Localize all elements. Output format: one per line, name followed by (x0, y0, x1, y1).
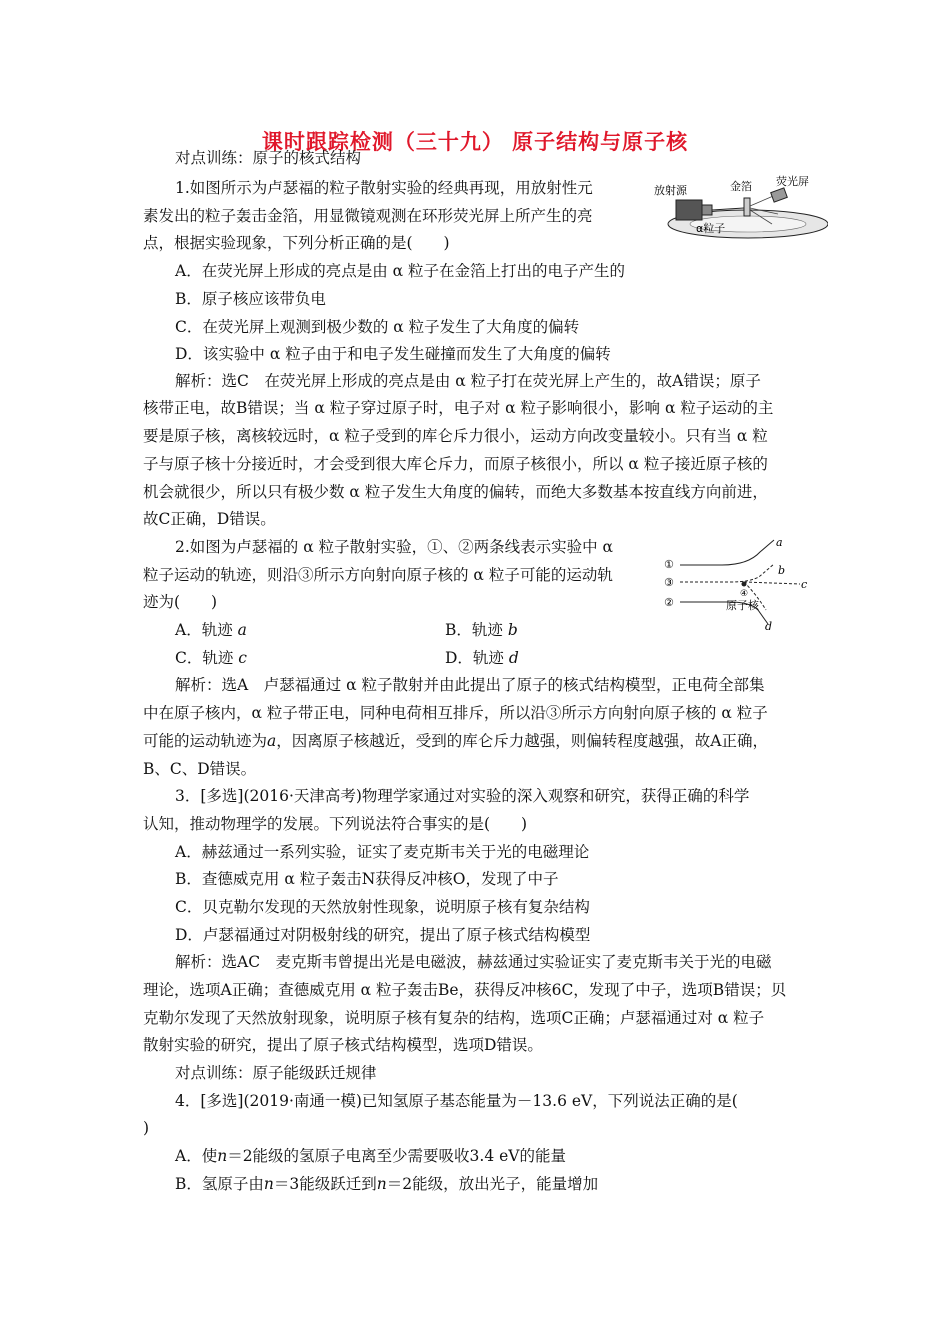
a1-line3: 要是原子核，离核较远时，α 粒子受到的库仑斥力很小，运动方向改变量较小。只有当 α 粒 (143, 427, 768, 445)
a1-line1: 解析：选C 在荧光屏上形成的亮点是由 α 粒子打在荧光屏上产生的，故A错误；原子 (175, 372, 761, 390)
track-d-label: d (765, 620, 773, 632)
track-c-label: c (801, 578, 808, 591)
a3-line3: 克勒尔发现了天然放射现象，说明原子核有复杂的结构，选项C正确；卢瑟福通过对 α 粒子 (143, 1009, 765, 1027)
q2-option-b: B．轨迹 b (445, 621, 518, 639)
q2-line2: 粒子运动的轨迹，则沿③所示方向射向原子核的 α 粒子可能的运动轨 (143, 566, 613, 584)
q1-option-d: D．该实验中 α 粒子由于和电子发生碰撞而发生了大角度的偏转 (175, 345, 611, 363)
q2-line3: 迹为( ) (143, 593, 218, 611)
track-1-label: ① (664, 558, 674, 571)
q2-option-d: D．轨迹 d (445, 649, 519, 667)
q4-line1: 4．[多选](2019·南通一模)已知氢原子基态能量为－13.6 eV，下列说法正确的是( (175, 1092, 738, 1110)
a1-line5: 机会就很少，所以只有极少数 α 粒子发生大角度的偏转，而绝大多数基本按直线方向前进， (143, 483, 768, 501)
alpha-trajectory-figure (660, 538, 810, 632)
q2-line1: 2.如图为卢瑟福的 α 粒子散射实验，①、②两条线表示实验中 α (175, 538, 614, 556)
a2-line2: 中在原子核内，α 粒子带正电，同种电荷相互排斥，所以沿③所示方向射向原子核的 α 粒子 (143, 704, 768, 722)
track-a-label: a (776, 538, 783, 549)
a1-line6: 故C正确，D错误。 (143, 510, 276, 528)
q1-line1: 1.如图所示为卢瑟福的粒子散射实验的经典再现，用放射性元 (175, 179, 593, 197)
q1-option-b: B．原子核应该带负电 (175, 290, 326, 308)
section-heading-2: 对点训练：原子能级跃迁规律 (175, 1064, 377, 1082)
q1-line2: 素发出的粒子轰击金箔，用显微镜观测在环形荧光屏上所产生的亮 (143, 207, 593, 225)
rutherford-apparatus-figure (652, 174, 828, 244)
q1-option-c: C．在荧光屏上观测到极少数的 α 粒子发生了大角度的偏转 (175, 318, 580, 336)
a1-line4: 子与原子核十分接近时，才会受到很大库仑斥力，而原子核很小，所以 α 粒子接近原子核的 (143, 455, 768, 473)
q4-option-b: B．氢原子由n＝3能级跃迁到n＝2能级，放出光子，能量增加 (175, 1175, 599, 1193)
page-title: 课时跟踪检测（三十九） 原子结构与原子核 (261, 130, 689, 154)
track-4-label: ④ (740, 589, 749, 599)
q2-option-c: C．轨迹 c (175, 649, 247, 667)
track-2-label: ② (664, 596, 674, 609)
track-3-label: ③ (664, 576, 674, 589)
q3-option-d: D．卢瑟福通过对阴极射线的研究，提出了原子核式结构模型 (175, 926, 591, 944)
label-foil: 金箔 (730, 180, 752, 193)
a2-line1: 解析：选A 卢瑟福通过 α 粒子散射并由此提出了原子的核式结构模型，正电荷全部集 (175, 676, 765, 694)
a3-line4: 散射实验的研究，提出了原子核式结构模型，选项D错误。 (143, 1036, 543, 1054)
q4-option-a: A．使n＝2能级的氢原子电离至少需要吸收3.4 eV的能量 (175, 1147, 566, 1165)
track-b-label: b (778, 564, 786, 577)
label-screen: 荧光屏 (776, 175, 809, 188)
q2-option-a: A．轨迹 a (175, 621, 247, 639)
a2-line3: 可能的运动轨迹为a，因离原子核越近，受到的库仑斥力越强，则偏转程度越强，故A正确， (143, 732, 768, 750)
a3-line1: 解析：选AC 麦克斯韦曾提出光是电磁波，赫兹通过实验证实了麦克斯韦关于光的电磁 (175, 953, 772, 971)
q3-option-a: A．赫兹通过一系列实验，证实了麦克斯韦关于光的电磁理论 (175, 843, 590, 861)
q3-line1: 3．[多选](2016·天津高考)物理学家通过对实验的深入观察和研究，获得正确的科学 (175, 787, 750, 805)
a3-line2: 理论，选项A正确；查德威克用 α 粒子轰击Be，获得反冲核6C，发现了中子，选项B错误；贝 (143, 981, 787, 999)
a1-line2: 核带正电，故B错误；当 α 粒子穿过原子时，电子对 α 粒子影响很小，影响 α 粒子运动的主 (143, 399, 774, 417)
q4-line2: ) (143, 1119, 150, 1137)
q3-option-c: C．贝克勒尔发现的天然放射性现象，说明原子核有复杂结构 (175, 898, 590, 916)
label-source: 放射源 (654, 184, 687, 197)
q1-line3: 点，根据实验现象，下列分析正确的是( ) (143, 234, 450, 252)
q1-option-a: A．在荧光屏上形成的亮点是由 α 粒子在金箔上打出的电子产生的 (175, 262, 626, 280)
label-alpha: α粒子 (696, 222, 726, 235)
a2-line4: B、C、D错误。 (143, 760, 257, 778)
q3-line2: 认知，推动物理学的发展。下列说法符合事实的是( ) (143, 815, 528, 833)
q3-option-b: B．查德威克用 α 粒子轰击N获得反冲核O，发现了中子 (175, 870, 559, 888)
section-heading: 对点训练：原子的核式结构 (175, 149, 362, 167)
nucleus-label: 原子核 (726, 599, 759, 612)
